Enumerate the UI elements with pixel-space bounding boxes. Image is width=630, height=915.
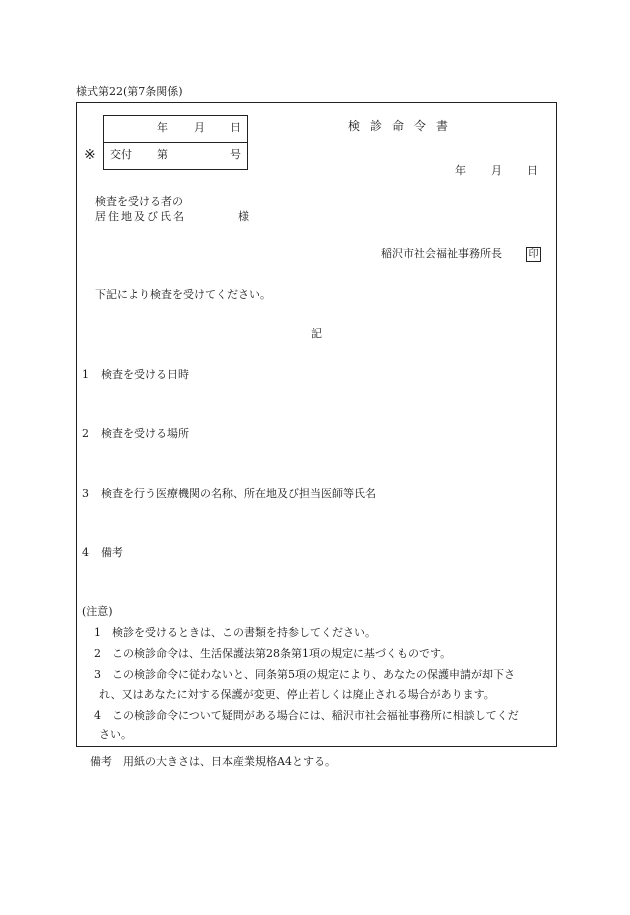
note-1: 1 検診を受けるときは、この書類を持参してください。 bbox=[94, 626, 376, 639]
item-4-text: 備考 bbox=[101, 546, 123, 559]
date-day: 日 bbox=[527, 164, 538, 177]
item-1-number: 1 bbox=[82, 368, 89, 381]
instruction-text: 下記により検査を受けてください。 bbox=[95, 288, 271, 301]
note-4-line2: さい。 bbox=[99, 728, 132, 741]
form-label: 様式第22(第7条関係) bbox=[76, 85, 183, 98]
note-3-line2: れ、又はあなたに対する保護が変更、停止若しくは廃止される場合があります。 bbox=[99, 688, 495, 701]
recipient-line1: 検査を受ける者の bbox=[95, 195, 183, 208]
stamp-issue-label: 交付 bbox=[110, 148, 132, 161]
stamp-number-prefix: 第 bbox=[157, 148, 168, 161]
date-month: 月 bbox=[491, 164, 502, 177]
stamp-number-suffix: 号 bbox=[230, 148, 241, 161]
note-2: 2 この検診命令は、生活保護法第28条第1項の規定に基づくものです。 bbox=[94, 647, 452, 660]
recipient-honorific: 様 bbox=[238, 210, 249, 223]
stamp-month: 月 bbox=[194, 121, 205, 134]
footer-note: 備考 用紙の大きさは、日本産業規格A4とする。 bbox=[90, 755, 336, 768]
issuer-name: 稲沢市社会福祉事務所長 bbox=[381, 247, 502, 260]
office-use-box bbox=[103, 115, 248, 170]
stamp-year: 年 bbox=[157, 121, 168, 134]
seal-mark: 印 bbox=[526, 247, 541, 262]
note-4-line1: 4 この検診命令について疑問がある場合には、稲沢市社会福祉事務所に相談してくだ bbox=[94, 709, 519, 722]
note-3-line1: 3 この検診命令に従わないと、同条第5項の規定により、あなたの保護申請が却下さ bbox=[94, 668, 515, 681]
item-1-text: 検査を受ける日時 bbox=[101, 368, 189, 381]
ki-heading: 記 bbox=[311, 327, 322, 340]
recipient-line2: 居住地及び氏名 bbox=[95, 210, 186, 223]
office-use-divider bbox=[104, 142, 247, 143]
asterisk-mark: ※ bbox=[84, 147, 96, 163]
item-3-text: 検査を行う医療機関の名称、所在地及び担当医師等氏名 bbox=[101, 487, 376, 500]
document-title: 検診命令書 bbox=[348, 119, 459, 133]
item-2-number: 2 bbox=[82, 427, 89, 440]
item-2-text: 検査を受ける場所 bbox=[101, 427, 189, 440]
item-3-number: 3 bbox=[82, 487, 89, 500]
stamp-day: 日 bbox=[230, 121, 241, 134]
item-4-number: 4 bbox=[82, 546, 89, 559]
notes-heading: (注意) bbox=[82, 605, 113, 618]
date-year: 年 bbox=[455, 164, 466, 177]
